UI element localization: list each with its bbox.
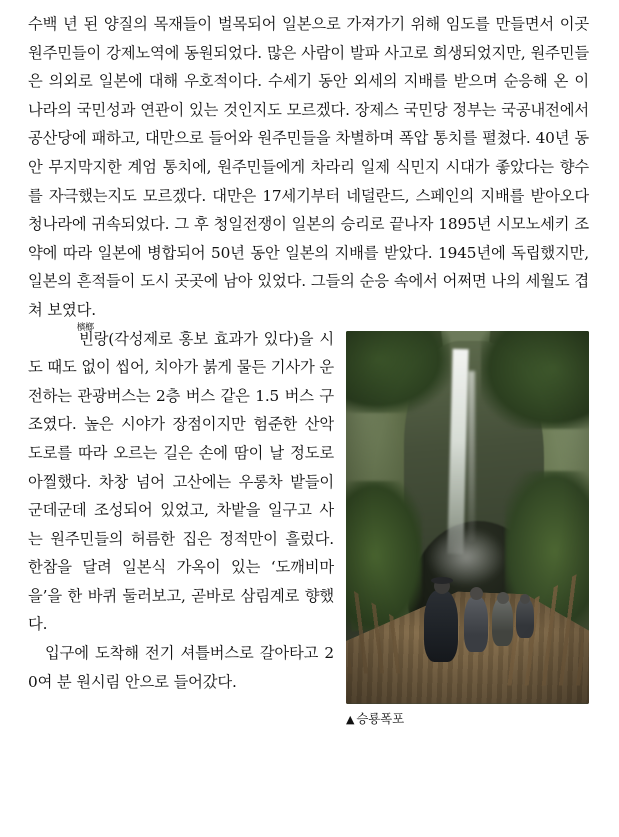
ruby-word-binrang — [45, 322, 109, 354]
photo-vignette — [346, 331, 589, 704]
paragraph-2-rest: (각성제로 홍보 효과가 있다)을 시도 때도 없이 씹어, 치아가 붉게 물든 기사가 운전하는 관광버스는 2층 버스 같은 1.5 버스 구조였다. 높은 시야가 장점이지만 험준한 산악도로를 따라 오르는 길은 손에 땀이 날 정도로 아찔했다. 차창 넘어 고산에는 우롱차 밭들이 군데군데 조성되어 있었고, 차밭을 일구고 사는 원주민들의 허름한 집은 정적만이 흘렀다. 한참을 달려 일본식 가옥이 있는 ‘도깨비마을’을 한 바퀴 둘러보고, 곧바로 삼림계로 향했다. — [28, 329, 334, 634]
ruby-annotation: 檳榔 — [76, 322, 94, 333]
document-body — [28, 10, 589, 728]
paragraph-3: 입구에 도착해 전기 셔틀버스로 갈아타고 20여 분 원시림 안으로 들어갔다. — [28, 644, 334, 691]
figure-caption — [346, 711, 589, 728]
waterfall-photo — [346, 331, 589, 704]
ruby-base: 빈랑 — [79, 329, 109, 348]
figure-caption-text: 승룡폭포 — [356, 710, 405, 726]
figure-and-text-block — [28, 322, 589, 728]
paragraph-1: 수백 년 된 양질의 목재들이 벌목되어 일본으로 가져가기 위해 임도를 만들면서 이곳 원주민들이 강제노역에 동원되었다. 많은 사람이 발파 사고로 희생되었지만, 원주민들은 의외로 일본에 대해 우호적이다. 수세기 동안 외세의 지배를 받으며 순응해 온 이 나라의 국민성과 연관이 있는 것인지도 모르겠다. 장제스 국민당 정부는 국공내전에서 공산당에 패하고, 대만으로 들어와 원주민들을 차별하며 폭압 통치를 펼쳤다. 40년 동안 무지막지한 계엄 통치에, 원주민들에게 차라리 일제 식민지 시대가 좋았다는 향수를 자극했는지도 모르겠다. 대만은 17세기부터 네덜란드, 스페인의 지배를 받아오다 청나라에 귀속되었다. 그 후 청일전쟁이 일본의 승리로 끝나자 1895년 시모노세키 조약에 따라 일본에 병합되어 50년 동안 일본의 지배를 받았다. 1945년에 독립했지만, 일본의 흔적들이 도시 곳곳에 남아 있었다. 그들의 순응 속에서 어쩌면 나의 세월도 겹쳐 보였다. — [28, 15, 589, 319]
triangle-marker-icon: ▲ — [346, 712, 355, 726]
figure-waterfall — [346, 331, 589, 728]
